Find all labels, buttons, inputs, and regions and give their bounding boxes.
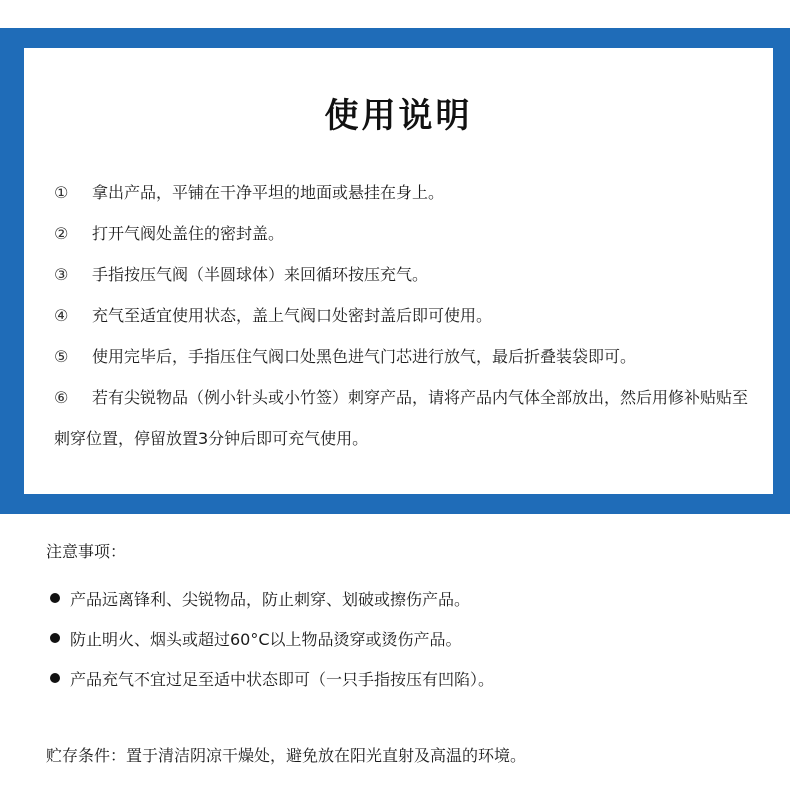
instructions-title: 使用说明 <box>324 96 473 136</box>
precaution-item <box>46 618 766 658</box>
precaution-item <box>46 578 766 618</box>
step-number: ⑥ <box>54 388 69 407</box>
step-2 <box>54 213 754 254</box>
step-number: ③ <box>54 265 69 284</box>
step-text: 若有尖锐物品（例小针头或小竹签）刺穿产品，请将产品内气体全部放出，然后用修补贴贴至刺穿位置，停留放置3分钟后即可充气使用。 <box>54 388 749 448</box>
top-margin <box>0 0 790 28</box>
storage-conditions: 贮存条件：置于清洁阴凉干燥处，避免放在阳光直射及高温的环境。 <box>46 746 527 765</box>
step-5 <box>54 336 754 377</box>
instructions-steps <box>54 172 754 459</box>
step-text: 使用完毕后，手指压住气阀口处黑色进气门芯进行放气，最后折叠装袋即可。 <box>92 347 637 366</box>
step-1 <box>54 172 754 213</box>
step-number: ① <box>54 183 69 202</box>
precaution-text: 产品远离锋利、尖锐物品，防止刺穿、划破或擦伤产品。 <box>70 589 471 609</box>
precautions-title: 注意事项： <box>46 542 127 561</box>
bullet-icon <box>50 633 60 643</box>
precautions-section <box>46 538 766 698</box>
precaution-text: 产品充气不宜过足至适中状态即可（一只手指按压有凹陷）。 <box>70 669 495 689</box>
step-number: ⑤ <box>54 347 69 366</box>
step-text: 手指按压气阀（半圆球体）来回循环按压充气。 <box>92 265 429 284</box>
precaution-text: 防止明火、烟头或超过60°C以上物品烫穿或烫伤产品。 <box>70 629 462 649</box>
step-text: 拿出产品，平铺在干净平坦的地面或悬挂在身上。 <box>92 183 445 202</box>
step-3 <box>54 254 754 295</box>
bullet-icon <box>50 593 60 603</box>
step-6 <box>54 377 754 459</box>
precaution-item <box>46 658 766 698</box>
step-number: ④ <box>54 306 69 325</box>
step-text: 充气至适宜使用状态，盖上气阀口处密封盖后即可使用。 <box>92 306 493 325</box>
step-text: 打开气阀处盖住的密封盖。 <box>92 224 285 243</box>
instructions-card <box>24 48 773 494</box>
step-4 <box>54 295 754 336</box>
step-number: ② <box>54 224 69 243</box>
bullet-icon <box>50 673 60 683</box>
